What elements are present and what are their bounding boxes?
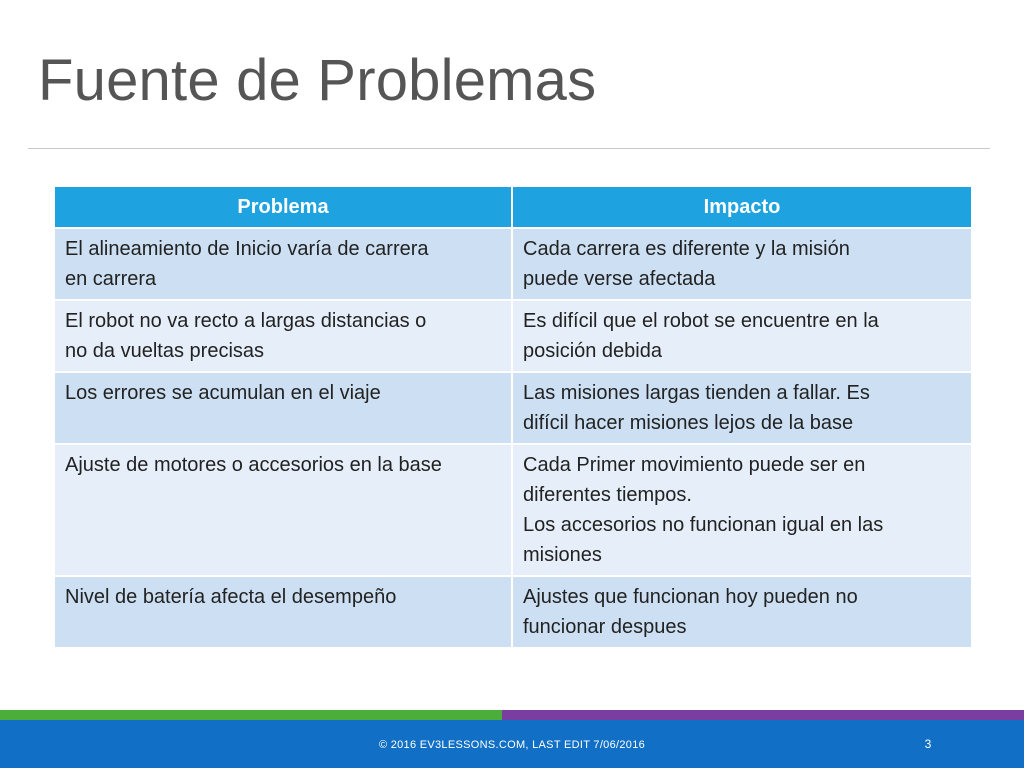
impact-cell bbox=[512, 576, 972, 648]
table-row bbox=[54, 228, 972, 300]
impact-text-line: diferentes tiempos. bbox=[523, 484, 692, 506]
impact-text-line: posición debida bbox=[523, 340, 662, 362]
impact-text-line: misiones bbox=[523, 544, 602, 566]
impact-cell bbox=[512, 372, 972, 444]
problem-text-line: Los errores se acumulan en el viaje bbox=[65, 382, 381, 404]
title-divider bbox=[28, 148, 990, 149]
problems-table-container bbox=[53, 185, 971, 649]
impact-text-line: Las misiones largas tienden a fallar. Es bbox=[523, 382, 870, 404]
column-header-impact: Impacto bbox=[512, 186, 972, 228]
table-row bbox=[54, 372, 972, 444]
table-header-row bbox=[54, 186, 972, 228]
impact-text-line: Ajustes que funcionan hoy pueden no bbox=[523, 586, 858, 608]
table-row bbox=[54, 444, 972, 576]
problem-text-line: en carrera bbox=[65, 268, 157, 290]
problem-text-line: Nivel de batería afecta el desempeño bbox=[65, 586, 397, 608]
problem-cell bbox=[54, 372, 512, 444]
problems-table bbox=[53, 185, 973, 649]
column-header-problem: Problema bbox=[54, 186, 512, 228]
problem-cell bbox=[54, 576, 512, 648]
problem-cell bbox=[54, 228, 512, 300]
problem-cell bbox=[54, 444, 512, 576]
footer-copyright: © 2016 EV3LESSONS.COM, LAST EDIT 7/06/2016 bbox=[378, 739, 646, 751]
problem-text-line: El robot no va recto a largas distancias o bbox=[65, 310, 427, 332]
problem-cell bbox=[54, 300, 512, 372]
impact-text-line: Cada Primer movimiento puede ser en bbox=[523, 454, 866, 476]
problem-text-line: Ajuste de motores o accesorios en la base bbox=[65, 454, 442, 476]
impact-text-line: difícil hacer misiones lejos de la base bbox=[523, 412, 854, 434]
impact-cell bbox=[512, 444, 972, 576]
slide-title: Fuente de Problemas bbox=[38, 48, 597, 113]
problem-text-line: no da vueltas precisas bbox=[65, 340, 265, 362]
table-row bbox=[54, 300, 972, 372]
impact-text-line: puede verse afectada bbox=[523, 268, 716, 290]
impact-cell bbox=[512, 228, 972, 300]
footer-stripe-green bbox=[0, 710, 502, 720]
problem-text-line: El alineamiento de Inicio varía de carrera bbox=[65, 238, 429, 260]
page-number: 3 bbox=[924, 737, 932, 751]
impact-text-line: Es difícil que el robot se encuentre en la bbox=[523, 310, 879, 332]
impact-text-line: funcionar despues bbox=[523, 616, 687, 638]
impact-text-line: Los accesorios no funcionan igual en las bbox=[523, 514, 884, 536]
table-row bbox=[54, 576, 972, 648]
impact-text-line: Cada carrera es diferente y la misión bbox=[523, 238, 850, 260]
impact-cell bbox=[512, 300, 972, 372]
footer-stripe-purple bbox=[502, 710, 1024, 720]
